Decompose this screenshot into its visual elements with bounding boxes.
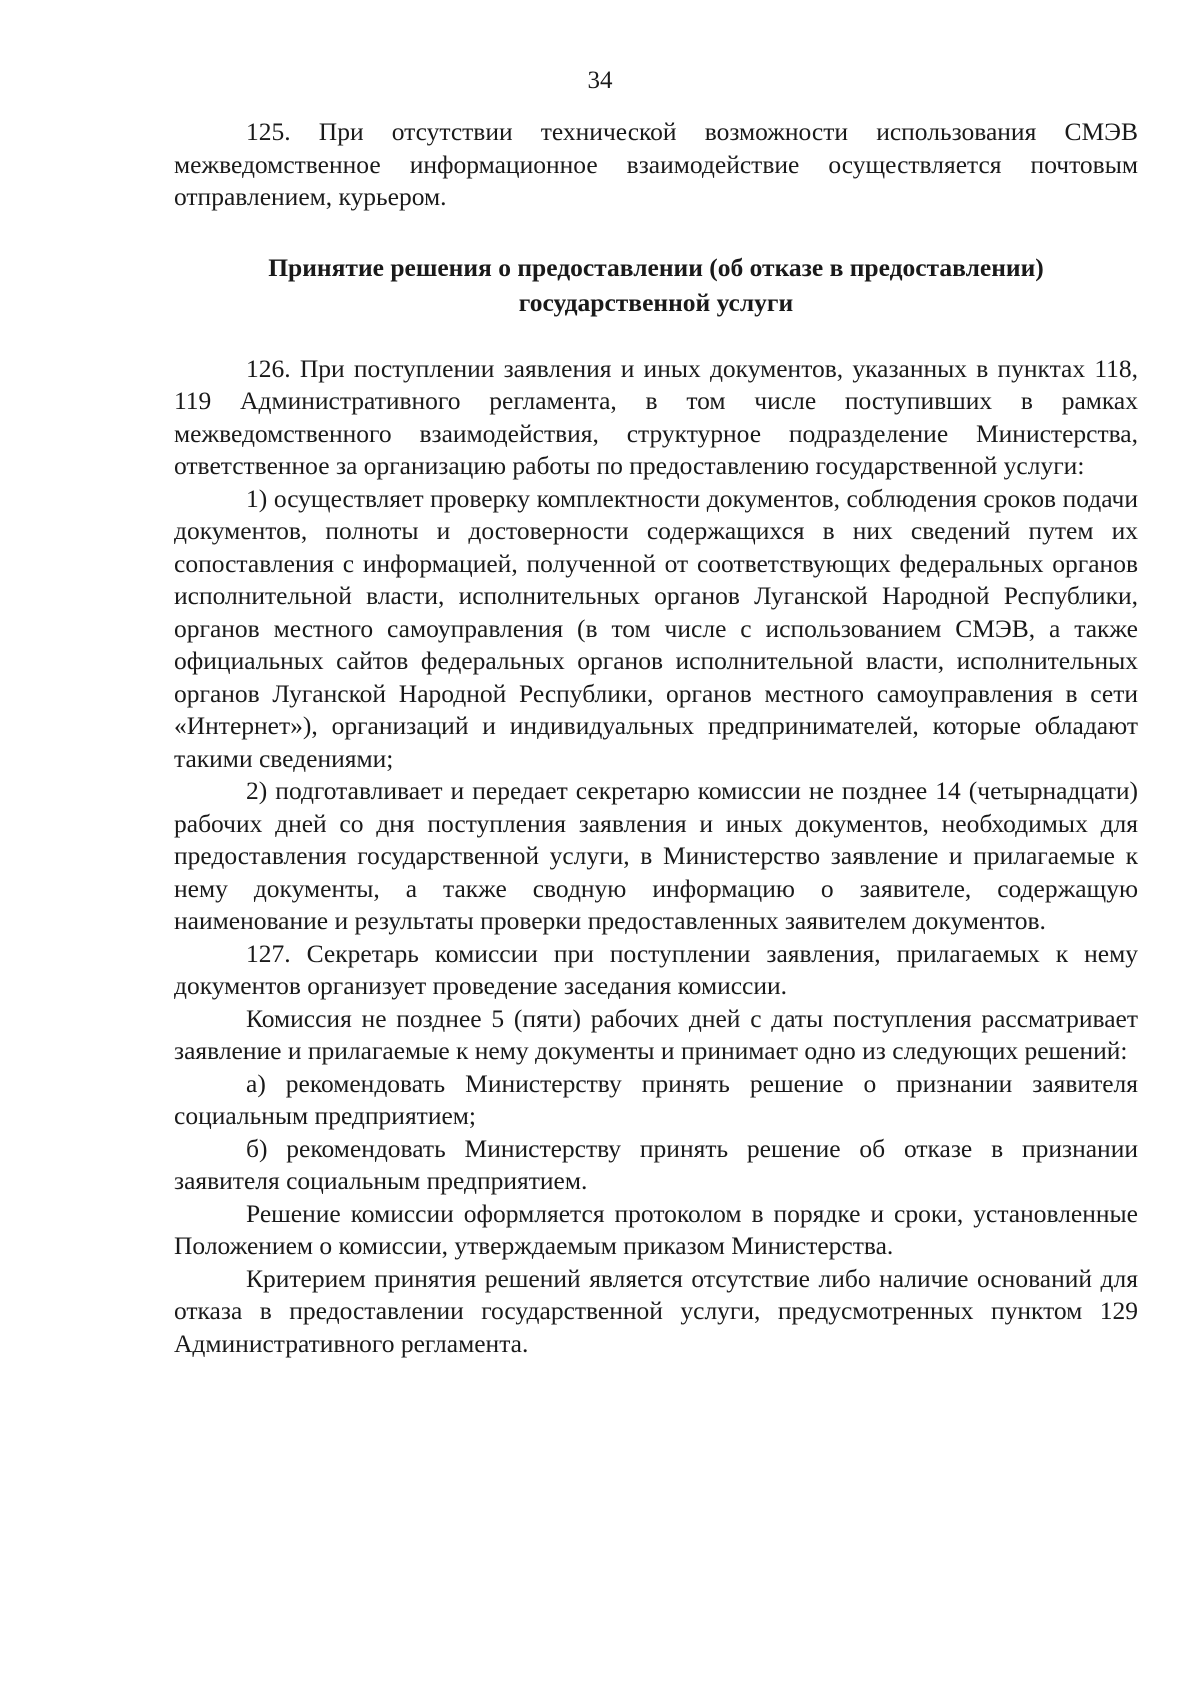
paragraph-127-commission: Комиссия не позднее 5 (пяти) рабочих дней с даты поступления рассматривает заявление и прилагаемые к нему документы и принимает одно из следующих решений: (174, 1003, 1138, 1065)
paragraph-127-protocol: Решение комиссии оформляется протоколом в порядке и сроки, установленные Положением о комиссии, утверждаемым приказом Министерства. (174, 1198, 1138, 1260)
section-heading-line-1: Принятие решения о предоставлении (об отказе в предоставлении) (268, 252, 1044, 282)
section-heading (174, 250, 1138, 320)
document-body (174, 116, 1138, 1360)
paragraph-126: 126. При поступлении заявления и иных документов, указанных в пунктах 118, 119 Административного регламента, в том числе поступивших в рамках межведомственного взаимодействия, структурное подразделение Министерства, ответственное за организацию работы по предоставлению государственной услуги: (174, 353, 1138, 480)
paragraph-127-option-a: а) рекомендовать Министерству принять решение о признании заявителя социальным предприятием; (174, 1068, 1138, 1130)
paragraph-127-option-b: б) рекомендовать Министерству принять решение об отказе в признании заявителя социальным предприятием. (174, 1133, 1138, 1195)
paragraph-127-criterion: Критерием принятия решений является отсутствие либо наличие оснований для отказа в предоставлении государственной услуги, предусмотренных пунктом 129 Административного регламента. (174, 1263, 1138, 1358)
page-number: 34 (587, 67, 613, 94)
paragraph-127: 127. Секретарь комиссии при поступлении заявления, прилагаемых к нему документов организует проведение заседания комиссии. (174, 938, 1138, 1000)
paragraph-125: 125. При отсутствии технической возможности использования СМЭВ межведомственное информационное взаимодействие осуществляется почтовым отправлением, курьером. (174, 117, 1138, 211)
paragraph-126-item-1: 1) осуществляет проверку комплектности документов, соблюдения сроков подачи документов, полноты и достоверности содержащихся в них сведений путем их сопоставления с информацией, полученной от соответствующих федеральных органов исполнительной власти, исполнительных органов Луганской Народной Республики, органов местного самоуправления (в том числе с использованием СМЭВ, а также официальных сайтов федеральных органов исполнительной власти, исполнительных органов Луганской Народной Республики, органов местного самоуправления в сети «Интернет»), организаций и индивидуальных предпринимателей, которые обладают такими сведениями; (174, 483, 1138, 773)
paragraph-126-item-2: 2) подготавливает и передает секретарю комиссии не позднее 14 (четырнадцати) рабочих дней со дня поступления заявления и иных документов, необходимых для предоставления государственной услуги, в Министерство заявление и прилагаемые к нему документы, а также сводную информацию о заявителе, содержащую наименование и результаты проверки предоставленных заявителем документов. (174, 776, 1138, 935)
section-heading-line-2: государственной услуги (518, 287, 794, 317)
